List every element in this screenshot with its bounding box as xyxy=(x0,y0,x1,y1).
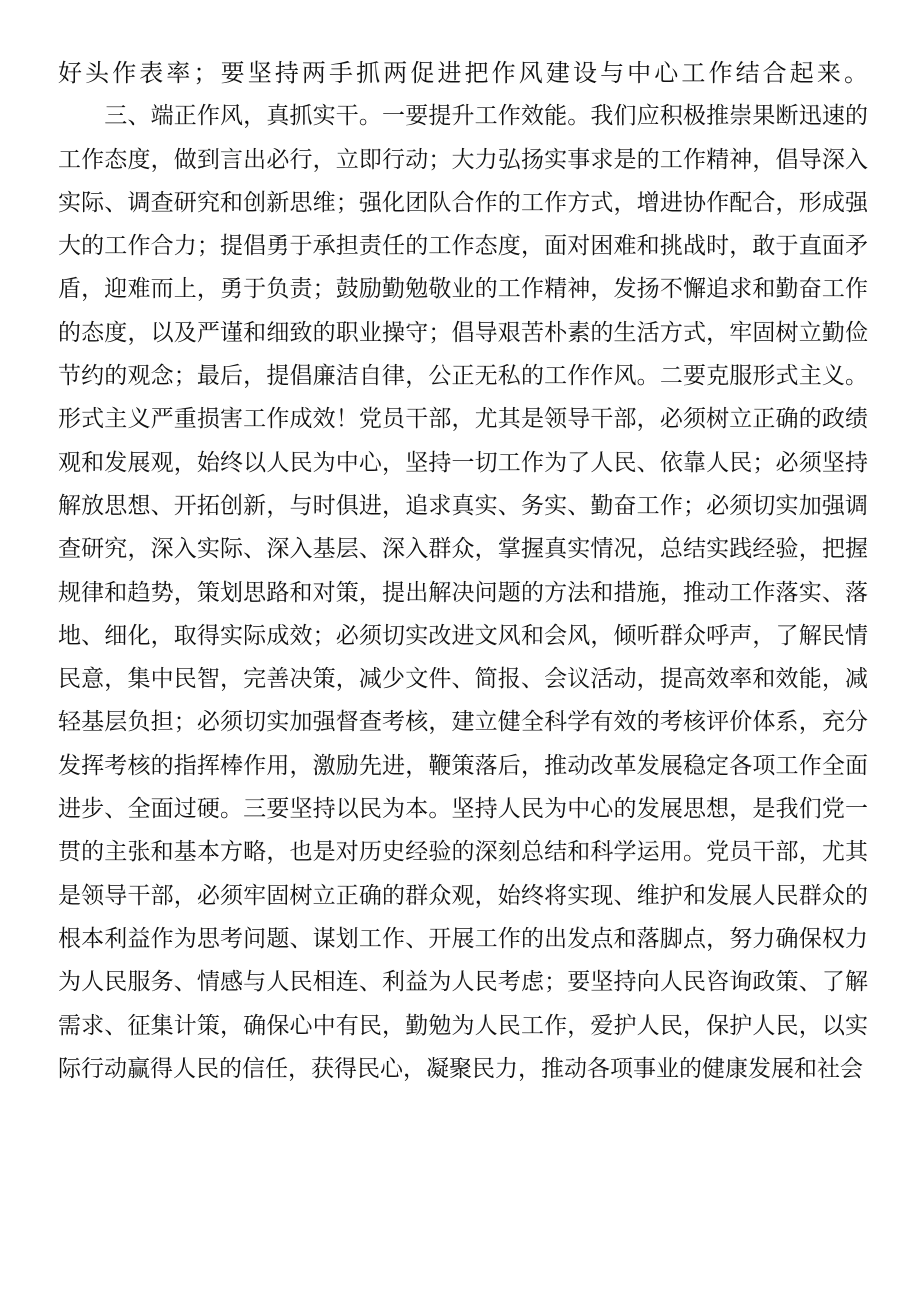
text-line-23: 需求、征集计策，确保心中有民，勤勉为人民工作，爱护人民，保护人民，以实 xyxy=(58,1012,868,1039)
text-line-15: 民意，集中民智，完善决策，减少文件、简报、会议活动，提高效率和效能，减 xyxy=(58,666,868,693)
text-line-24: 际行动赢得人民的信任，获得民心，凝聚民力，推动各项事业的健康发展和社会 xyxy=(58,1055,863,1082)
text-line-4: 实际、调查研究和创新思维；强化团队合作的工作方式，增进协作配合，形成强 xyxy=(58,189,868,216)
text-line-7: 的态度，以及严谨和细致的职业操守；倡导艰苦朴素的生活方式，牢固树立勤俭 xyxy=(58,319,868,346)
text-line-1: 好头作表率；要坚持两手抓两促进把作风建设与中心工作结合起来。 xyxy=(58,59,868,87)
text-line-14: 地、细化，取得实际成效；必须切实改进文风和会风，倾听群众呼声，了解民情 xyxy=(58,622,868,649)
text-line-9: 形式主义严重损害工作成效！党员干部，尤其是领导干部，必须树立正确的政绩 xyxy=(58,406,868,433)
text-line-20: 是领导干部，必须牢固树立正确的群众观，始终将实现、维护和发展人民群众的 xyxy=(58,882,868,909)
text-line-17: 发挥考核的指挥棒作用，激励先进，鞭策落后，推动改革发展稳定各项工作全面 xyxy=(58,752,868,779)
text-line-12: 查研究，深入实际、深入基层、深入群众，掌握真实情况，总结实践经验，把握 xyxy=(58,536,868,563)
text-line-2: 三、端正作风，真抓实干。一要提升工作效能。我们应积极推崇果断迅速的 xyxy=(58,103,868,130)
body-text xyxy=(58,52,868,1091)
text-line-10: 观和发展观，始终以人民为中心，坚持一切工作为了人民、依靠人民；必须坚持 xyxy=(58,449,868,476)
text-line-22: 为人民服务、情感与人民相连、利益为人民考虑；要坚持向人民咨询政策、了解 xyxy=(58,969,868,996)
text-line-16: 轻基层负担；必须切实加强督查考核，建立健全科学有效的考核评价体系，充分 xyxy=(58,709,868,736)
text-line-19: 贯的主张和基本方略，也是对历史经验的深刻总结和科学运用。党员干部，尤其 xyxy=(58,839,868,866)
text-line-21: 根本利益作为思考问题、谋划工作、开展工作的出发点和落脚点，努力确保权力 xyxy=(58,925,868,952)
text-line-11: 解放思想、开拓创新，与时俱进，追求真实、务实、勤奋工作；必须切实加强调 xyxy=(58,492,868,519)
text-line-3: 工作态度，做到言出必行，立即行动；大力弘扬实事求是的工作精神，倡导深入 xyxy=(58,146,868,173)
text-line-5: 大的工作合力；提倡勇于承担责任的工作态度，面对困难和挑战时，敢于直面矛 xyxy=(58,233,868,260)
text-line-13: 规律和趋势，策划思路和对策，提出解决问题的方法和措施，推动工作落实、落 xyxy=(58,579,868,606)
text-line-6: 盾，迎难而上，勇于负责；鼓励勤勉敬业的工作精神，发扬不懈追求和勤奋工作 xyxy=(58,276,868,303)
text-line-18: 进步、全面过硬。三要坚持以民为本。坚持人民为中心的发展思想，是我们党一 xyxy=(58,796,868,823)
text-line-8: 节约的观念；最后，提倡廉洁自律，公正无私的工作作风。二要克服形式主义。 xyxy=(58,363,868,390)
